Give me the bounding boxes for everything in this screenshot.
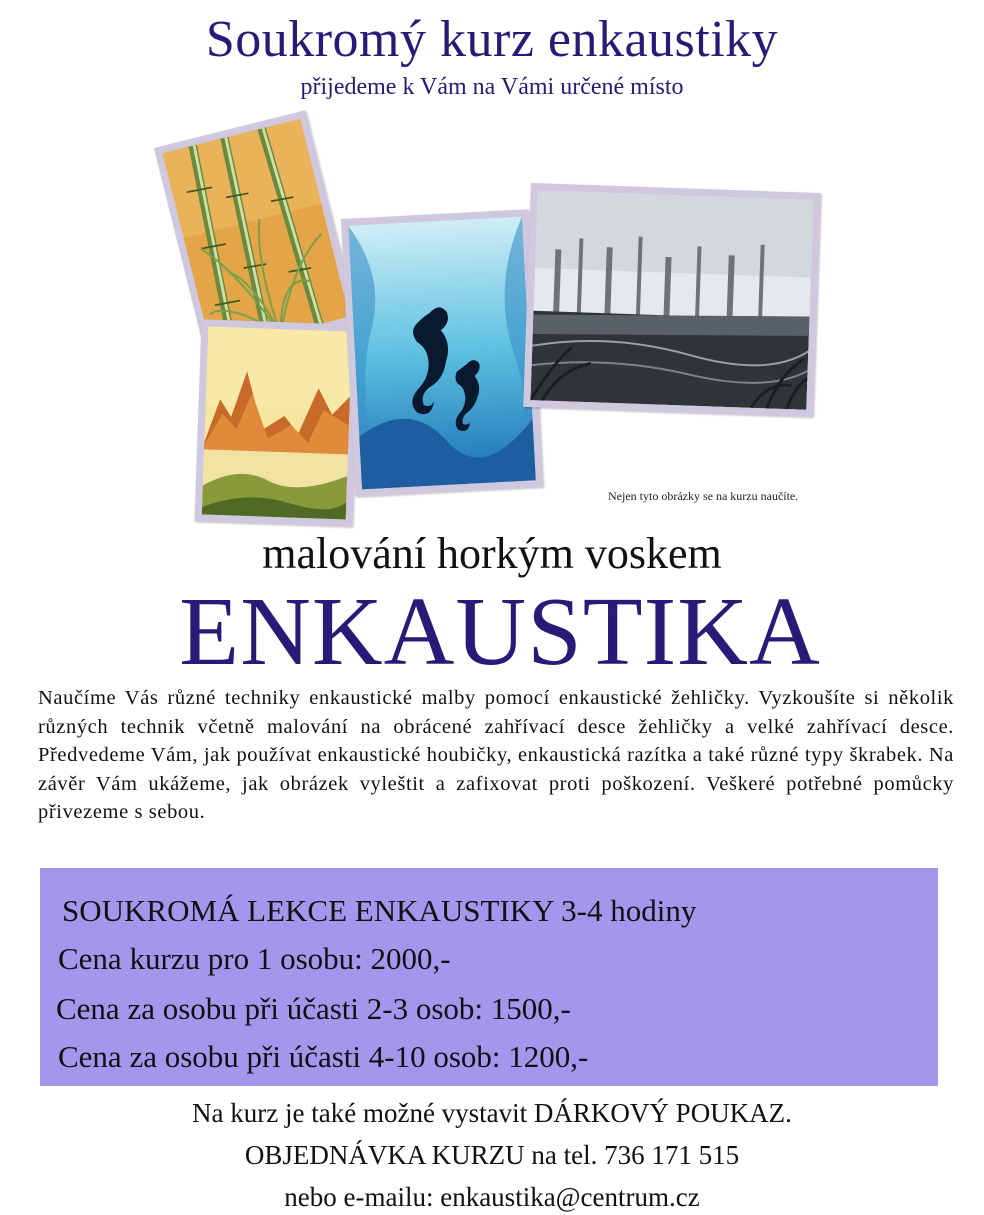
- course-description: Naučíme Vás různé techniky enkaustické malby pomocí enkaustické žehličky. Vyzkoušíte si několik různých technik včetně malování na obrácené zahřívací desce žehličky a velké zahřívací desce. Předvedeme Vám, jak používat enkaustické houbičky, enkaustická razítka a také různé typy škrabek. Na závěr Vám ukážeme, jak obrázek vyleštit a zafixovat proti poškození. Veškeré potřebné pomůcky přivezeme s sebou.: [38, 687, 954, 824]
- order-phone: OBJEDNÁVKA KURZU na tel. 736 171 515: [244, 1140, 740, 1170]
- pricing-line: Cena za osobu při účasti 4-10 osob: 1200,-: [58, 1039, 589, 1074]
- hero-title: ENKAUSTIKA: [179, 578, 821, 686]
- pricing-line: Cena kurzu pro 1 osobu: 2000,-: [58, 941, 451, 976]
- gallery-caption: Nejen tyto obrázky se na kurzu naučíte.: [608, 489, 799, 503]
- pricing-box: [40, 868, 938, 1086]
- order-email: nebo e-mailu: enkaustika@centrum.cz: [284, 1182, 700, 1212]
- page-title: Soukromý kurz enkaustiky: [205, 11, 779, 68]
- pricing-line: Cena za osobu při účasti 2-3 osob: 1500,-: [56, 991, 571, 1026]
- mountain-landscape-painting: [195, 319, 360, 526]
- page-subtitle: přijedeme k Vám na Vámi určené místo: [300, 74, 684, 100]
- seahorse-painting: [341, 209, 543, 496]
- lake-landscape-painting: [523, 183, 821, 417]
- gift-voucher-note: Na kurz je také možné vystavit DÁRKOVÝ POUKAZ.: [192, 1098, 792, 1128]
- pricing-heading: SOUKROMÁ LEKCE ENKAUSTIKY 3-4 hodiny: [62, 893, 697, 928]
- hero-tagline: malování horkým voskem: [262, 529, 722, 578]
